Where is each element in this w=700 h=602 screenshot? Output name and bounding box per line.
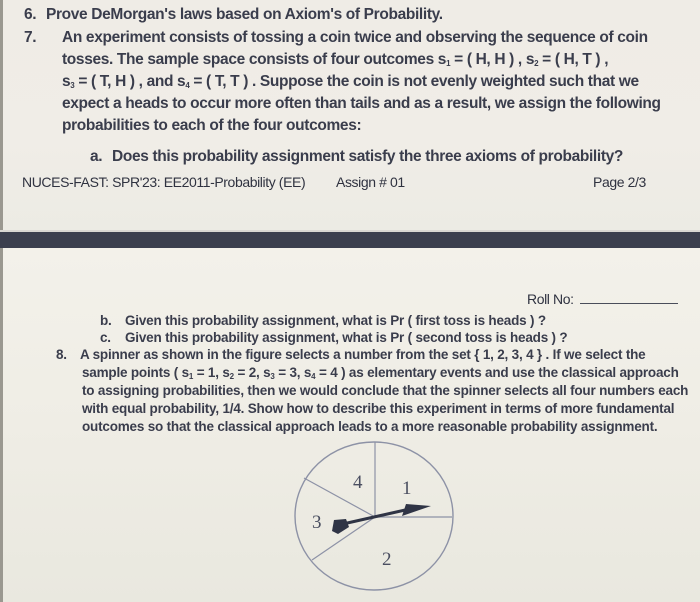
q8-number: 8. (56, 347, 67, 362)
q6-number: 6. (24, 6, 37, 23)
q8-line-2-e: = 4 ) as elementary events and use the classical approach (318, 365, 679, 380)
q7-line-3 (62, 73, 639, 91)
q7b-text: Given this probability assignment, what is Pr ( first toss is heads ) ? (125, 313, 546, 328)
spinner-figure (294, 440, 454, 595)
q7-number: 7. (24, 29, 37, 46)
sector-label-4: 4 (353, 472, 363, 493)
footer-assignment: Assign # 01 (336, 174, 405, 190)
q7-line-2-c: = ( H, T ) , (542, 51, 609, 68)
spinner-arrow-head-icon (402, 504, 431, 516)
q7-line-2-b: = ( H, H ) , s (454, 51, 535, 68)
q8-line-4: with equal probability, 1/4. Show how to describe this experiment in terms of more fundamental (82, 401, 675, 416)
sector-label-1: 1 (402, 478, 412, 499)
q6-text: Prove DeMorgan's laws based on Axiom's of Probability. (46, 6, 443, 23)
footer-page-number: Page 2/3 (593, 174, 646, 190)
subscript: 4 (311, 372, 316, 381)
sector-label-2: 2 (382, 549, 392, 570)
q7-line-1: An experiment consists of tossing a coin twice and observing the sequence of coin (62, 29, 648, 46)
subscript: 3 (70, 81, 75, 90)
q7-line-3-a: s (62, 73, 71, 90)
subscript: 1 (188, 372, 194, 381)
footer-course: NUCES-FAST: SPR'23: EE2011-Probability (EE) (22, 174, 306, 190)
q7-line-3-c: = ( T, T ) . Suppose the coin is not evenly weighted such that we (193, 73, 639, 90)
q8-line-5: outcomes so that the classical approach leads to a more reasonable probability assignment. (82, 419, 658, 434)
page-break-divider (0, 232, 700, 248)
subscript: 2 (534, 59, 539, 68)
q7-line-5: probabilities to each of the four outcomes: (62, 117, 362, 134)
q7a-label: a. (90, 148, 103, 165)
roll-no-label: Roll No: (527, 291, 574, 307)
q7c-label: c. (100, 330, 111, 345)
q7-line-4: expect a heads to occur more often than tails and as a result, we assign the following (62, 95, 661, 112)
q8-line-3: to assigning probabilities, then we would conclude that the spinner selects all four numbers each (82, 383, 689, 398)
sector-label-3: 3 (312, 512, 322, 533)
subscript: 1 (446, 59, 451, 68)
q7-line-3-b: = ( T, H ) , and s (78, 73, 186, 90)
spinner-arrow-tail-icon (332, 519, 349, 534)
q7-line-2-a: tosses. The sample space consists of four outcomes s (62, 51, 447, 68)
q8-line-2 (82, 365, 679, 381)
roll-no-blank-line (580, 303, 678, 304)
q8-line-2-b: = 1, s (196, 365, 230, 380)
q8-line-2-d: = 3, s (278, 365, 312, 380)
q7-line-2 (62, 51, 608, 69)
q7b-label: b. (100, 313, 112, 328)
subscript: 2 (229, 372, 234, 381)
q7c-text: Given this probability assignment, what is Pr ( second toss is heads ) ? (125, 330, 568, 345)
subscript: 3 (270, 372, 275, 381)
q8-line-2-c: = 2, s (237, 365, 271, 380)
q8-line-2-a: sample points ( s (82, 365, 189, 380)
q7a-text: Does this probability assignment satisfy the three axioms of probability? (112, 148, 624, 165)
q8-line-1: A spinner as shown in the figure selects a number from the set { 1, 2, 3, 4 } . If we select the (80, 347, 646, 362)
subscript: 4 (185, 81, 190, 90)
